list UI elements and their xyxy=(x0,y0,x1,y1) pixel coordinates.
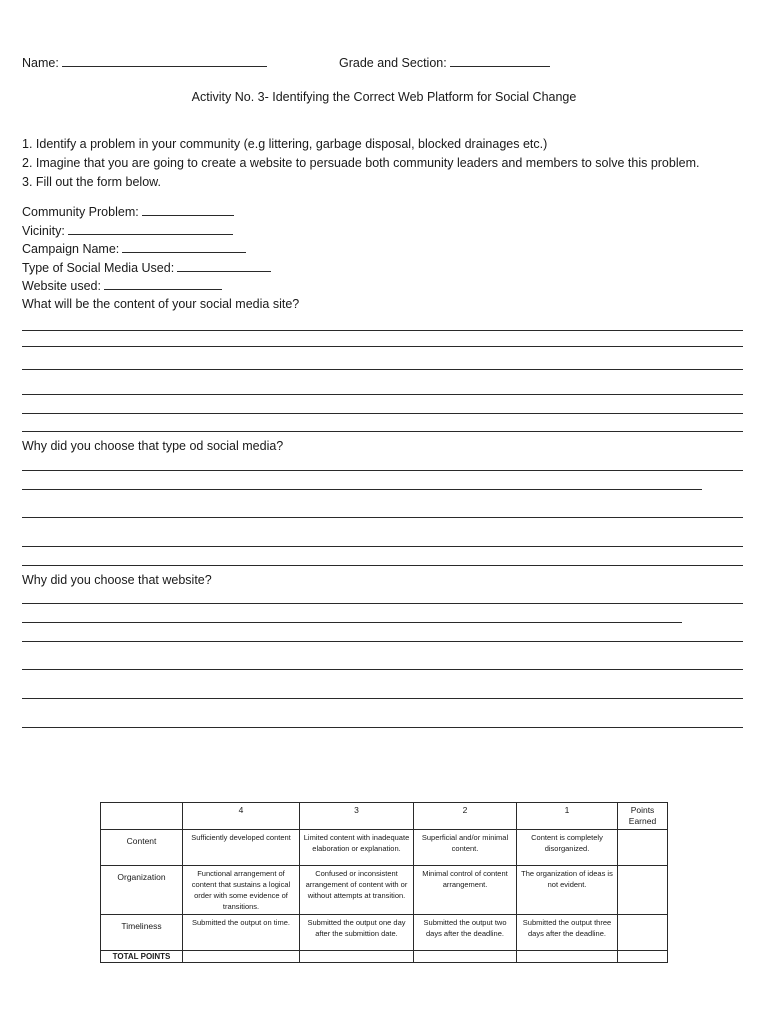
total-blank-cell xyxy=(517,951,618,963)
grade-section-field[interactable] xyxy=(339,54,550,71)
community-problem-field[interactable] xyxy=(22,203,234,220)
rubric-row-timeliness xyxy=(101,915,668,951)
answer-line[interactable] xyxy=(22,565,743,566)
rubric-cell: Content is completely disorganized. xyxy=(517,830,618,866)
points-earned-cell[interactable] xyxy=(618,915,668,951)
instruction-1: 1. Identify a problem in your community (e.g littering, garbage disposal, blocked drainages etc.) xyxy=(22,137,548,151)
answer-line[interactable] xyxy=(22,669,743,670)
rubric-cell: Functional arrangement of content that sustains a logical order with some evidence of transitions. xyxy=(183,866,300,915)
rubric-cell: Superficial and/or minimal content. xyxy=(414,830,517,866)
community-problem-label: Community Problem: xyxy=(22,205,139,219)
answer-line[interactable] xyxy=(22,489,702,490)
rubric-header-points: Points Earned xyxy=(618,803,668,830)
rubric-criterion: Organization xyxy=(101,866,183,915)
answer-line[interactable] xyxy=(22,641,743,642)
rubric-criterion: Content xyxy=(101,830,183,866)
campaign-name-blank[interactable] xyxy=(122,240,246,253)
website-used-label: Website used: xyxy=(22,279,101,293)
rubric-cell: Limited content with inadequate elaboration or explanation. xyxy=(300,830,414,866)
answer-line[interactable] xyxy=(22,346,743,347)
rubric-cell: Confused or inconsistent arrangement of content with or without attempts at transition. xyxy=(300,866,414,915)
total-blank-cell xyxy=(300,951,414,963)
rubric-cell: Submitted the output three days after the deadline. xyxy=(517,915,618,951)
name-blank[interactable] xyxy=(62,54,267,67)
rubric-total-row xyxy=(101,951,668,963)
name-field[interactable] xyxy=(22,54,267,71)
answer-line[interactable] xyxy=(22,546,743,547)
answer-line[interactable] xyxy=(22,394,743,395)
points-earned-cell[interactable] xyxy=(618,866,668,915)
grade-section-blank[interactable] xyxy=(450,54,550,67)
website-used-blank[interactable] xyxy=(104,277,222,290)
rubric-header-1: 1 xyxy=(517,803,618,830)
total-blank-cell xyxy=(183,951,300,963)
activity-title: Activity No. 3- Identifying the Correct Web Platform for Social Change xyxy=(191,90,577,104)
answer-line[interactable] xyxy=(22,470,743,471)
rubric-header-4: 4 xyxy=(183,803,300,830)
total-points-label: TOTAL POINTS xyxy=(101,951,183,963)
rubric-cell: Submitted the output one day after the submittion date. xyxy=(300,915,414,951)
vicinity-blank[interactable] xyxy=(68,222,233,235)
rubric-header-3: 3 xyxy=(300,803,414,830)
answer-line[interactable] xyxy=(22,698,743,699)
answer-line[interactable] xyxy=(22,431,743,432)
question-social-media: Why did you choose that type od social media? xyxy=(22,439,284,453)
rubric-cell: Sufficiently developed content xyxy=(183,830,300,866)
rubric-header-row xyxy=(101,803,668,830)
points-earned-cell[interactable] xyxy=(618,830,668,866)
grade-section-label: Grade and Section: xyxy=(339,56,447,70)
rubric-cell: The organization of ideas is not evident. xyxy=(517,866,618,915)
campaign-name-field[interactable] xyxy=(22,240,246,257)
answer-line[interactable] xyxy=(22,603,743,604)
total-blank-cell xyxy=(414,951,517,963)
social-media-type-field[interactable] xyxy=(22,259,271,276)
rubric-header-2: 2 xyxy=(414,803,517,830)
rubric-cell: Submitted the output two days after the deadline. xyxy=(414,915,517,951)
answer-line[interactable] xyxy=(22,727,743,728)
answer-line[interactable] xyxy=(22,622,682,623)
question-content: What will be the content of your social media site? xyxy=(22,297,300,311)
website-used-field[interactable] xyxy=(22,277,222,294)
total-points-cell[interactable] xyxy=(618,951,668,963)
campaign-name-label: Campaign Name: xyxy=(22,242,120,256)
rubric-row-content xyxy=(101,830,668,866)
social-media-type-label: Type of Social Media Used: xyxy=(22,261,175,275)
social-media-type-blank[interactable] xyxy=(177,259,271,272)
answer-line[interactable] xyxy=(22,517,743,518)
rubric-row-organization xyxy=(101,866,668,915)
vicinity-label: Vicinity: xyxy=(22,224,65,238)
answer-line[interactable] xyxy=(22,413,743,414)
instruction-2: 2. Imagine that you are going to create a website to persuade both community leaders and members to solve this problem. xyxy=(22,156,700,170)
rubric-cell: Submitted the output on time. xyxy=(183,915,300,951)
question-website: Why did you choose that website? xyxy=(22,573,212,587)
rubric-table xyxy=(100,802,668,963)
answer-line[interactable] xyxy=(22,369,743,370)
instruction-3: 3. Fill out the form below. xyxy=(22,175,161,189)
rubric-criterion: Timeliness xyxy=(101,915,183,951)
name-label: Name: xyxy=(22,56,59,70)
rubric-header-blank xyxy=(101,803,183,830)
vicinity-field[interactable] xyxy=(22,222,233,239)
rubric-cell: Minimal control of content arrangement. xyxy=(414,866,517,915)
community-problem-blank[interactable] xyxy=(142,203,234,216)
answer-line[interactable] xyxy=(22,330,743,331)
